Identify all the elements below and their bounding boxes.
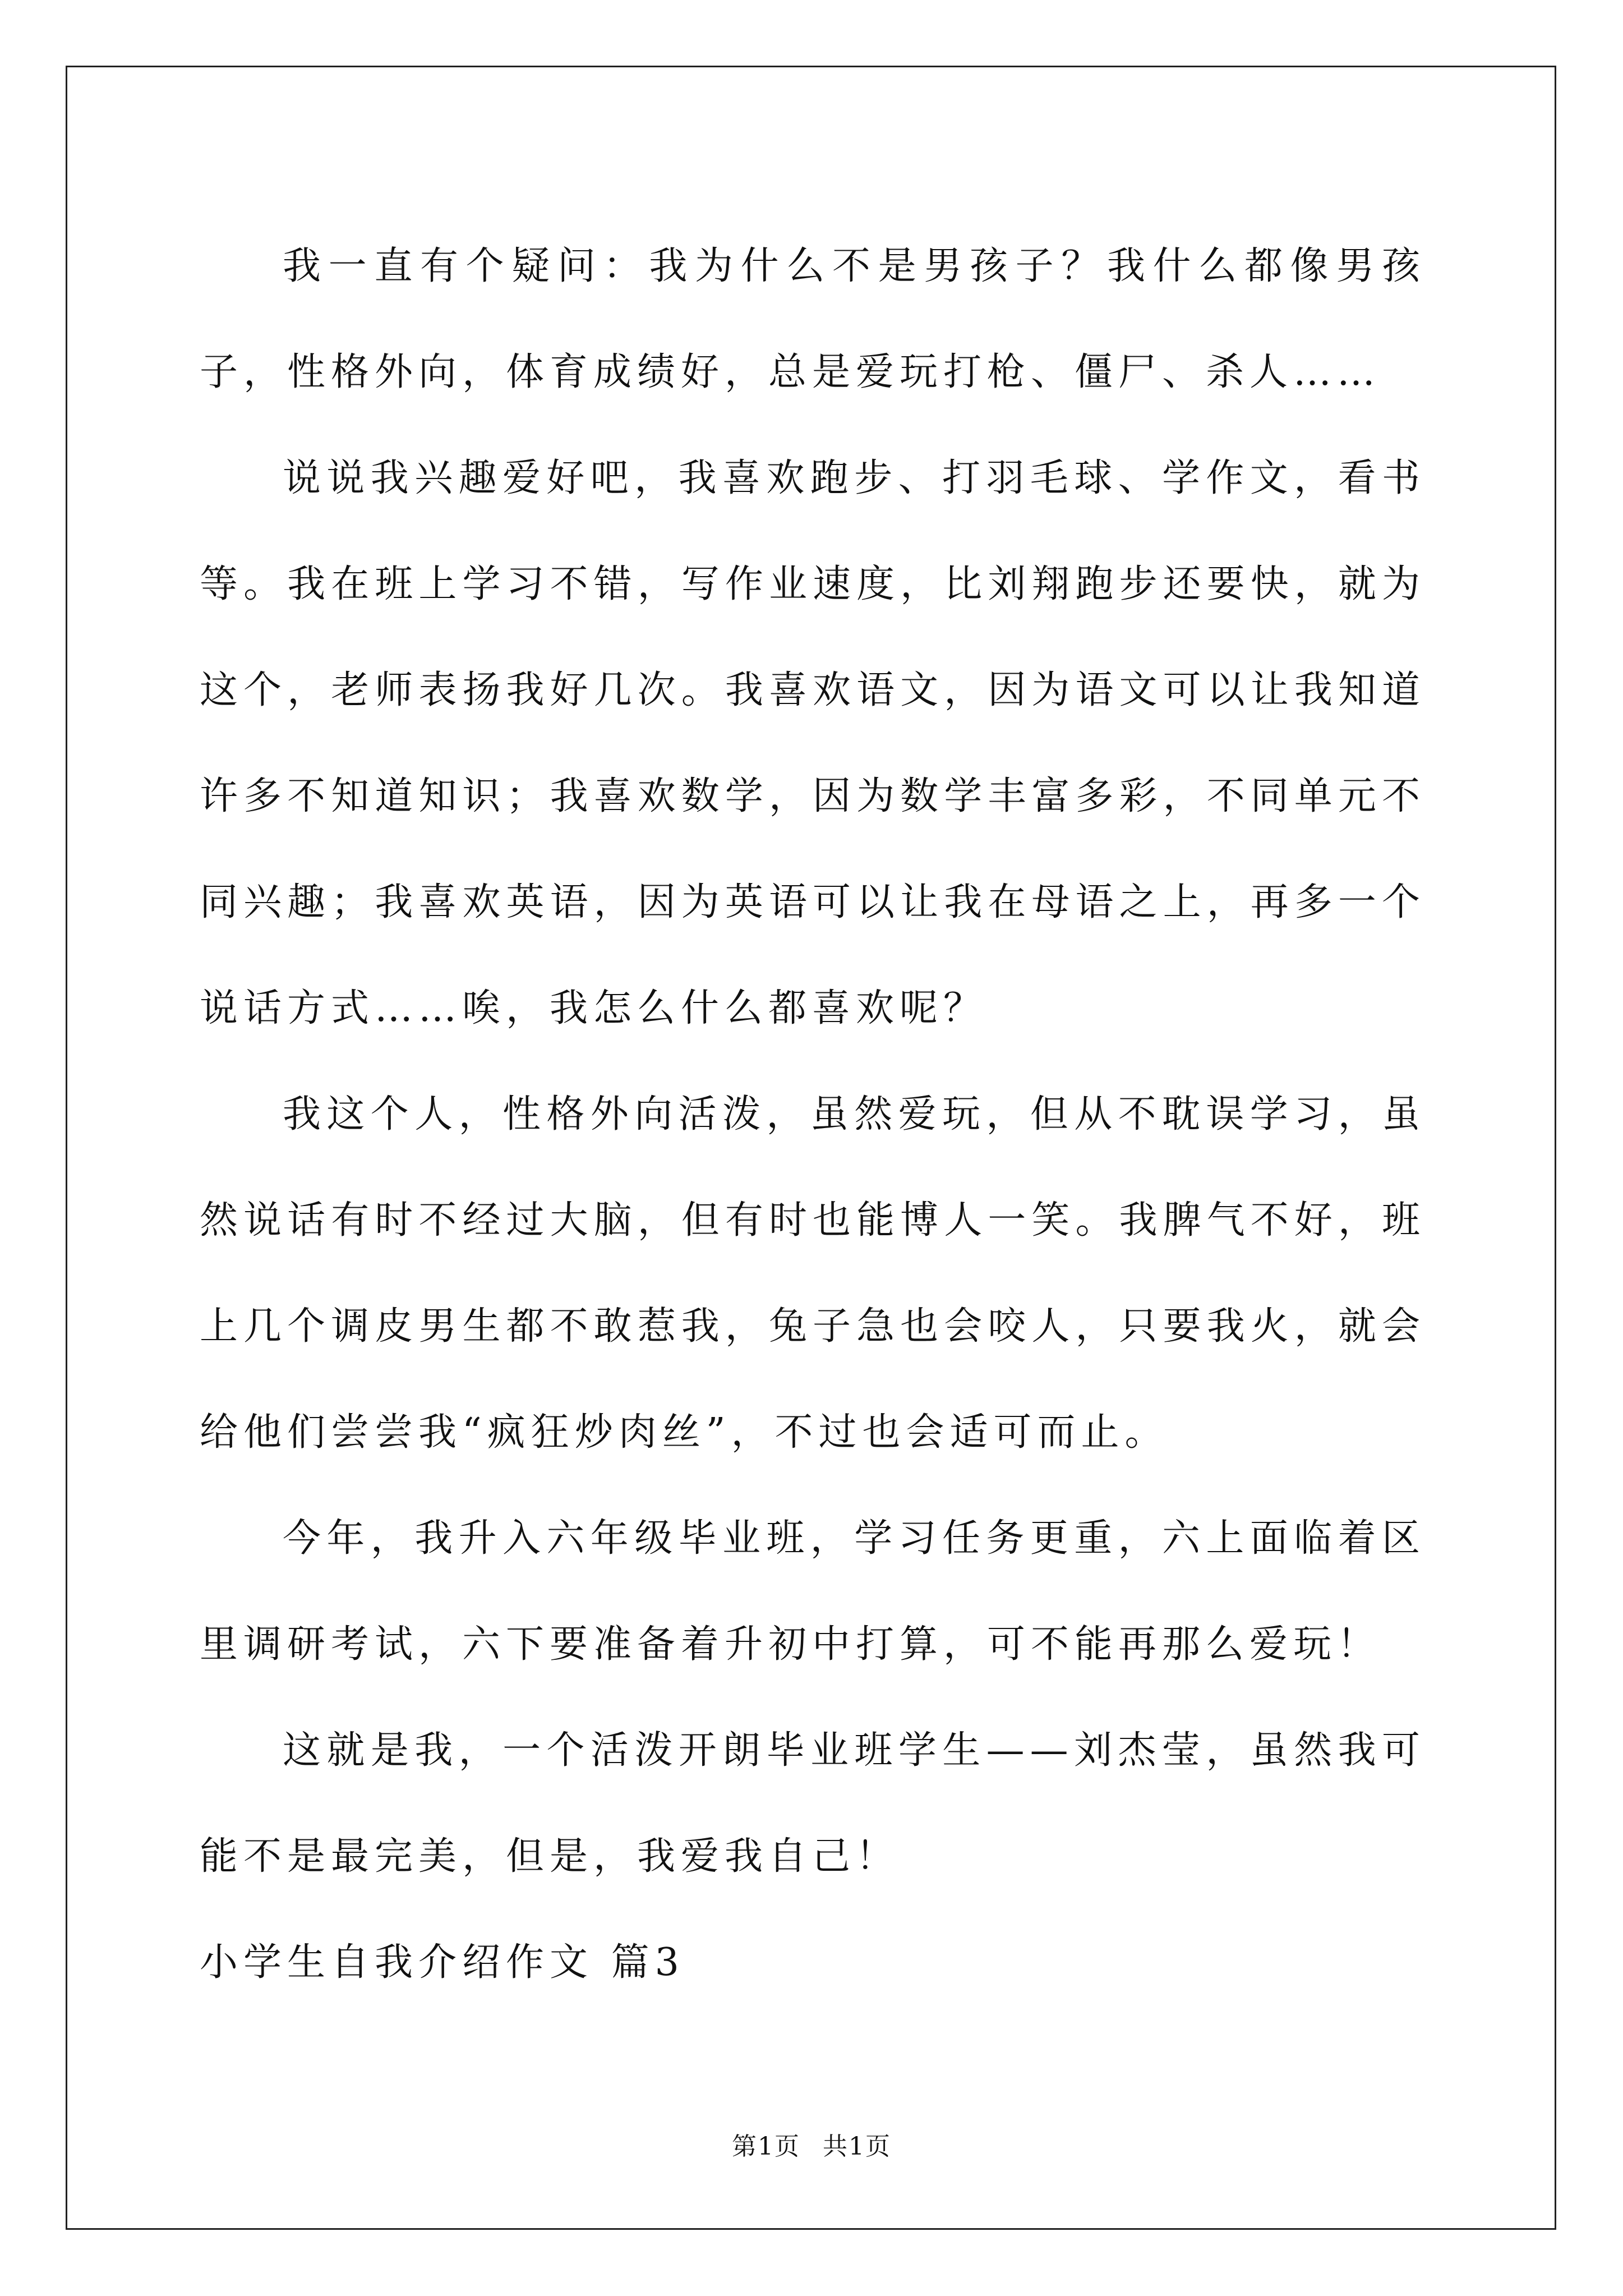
document-body	[200, 213, 1426, 2016]
paragraph-4: 今年，我升入六年级毕业班，学习任务更重，六上面临着区里调研考试，六下要准备着升初中打算，可不能再那么爱玩！	[200, 1516, 1426, 1667]
paragraph-2: 说说我兴趣爱好吧，我喜欢跑步、打羽毛球、学作文，看书等。我在班上学习不错，写作业速度，比刘翔跑步还要快，就为这个，老师表扬我好几次。我喜欢语文，因为语文可以让我知道许多不知道知识；我喜欢数学，因为数学丰富多彩，不同单元不同兴趣；我喜欢英语，因为英语可以让我在母语之上，再多一个说话方式……唉，我怎么什么都喜欢呢？	[200, 456, 1426, 1030]
section-title: 小学生自我介绍作文 篇3	[200, 1940, 685, 1985]
page-footer	[0, 2126, 1623, 2162]
page-number: 第1页	[732, 2132, 800, 2161]
page-total: 共1页	[823, 2132, 891, 2161]
paragraph-3: 我这个人，性格外向活泼，虽然爱玩，但从不耽误学习，虽然说话有时不经过大脑，但有时也能博人一笑。我脾气不好，班上几个调皮男生都不敢惹我，兔子急也会咬人，只要我火，就会给他们尝尝我“疯狂炒肉丝”，不过也会适可而止。	[200, 1092, 1426, 1455]
paragraph-5: 这就是我，一个活泼开朗毕业班学生——刘杰莹，虽然我可能不是最完美，但是，我爱我自己！	[200, 1728, 1426, 1879]
paragraph-1: 我一直有个疑问：我为什么不是男孩子？我什么都像男孩子，性格外向，体育成绩好，总是爱玩打枪、僵尸、杀人……	[200, 244, 1426, 394]
